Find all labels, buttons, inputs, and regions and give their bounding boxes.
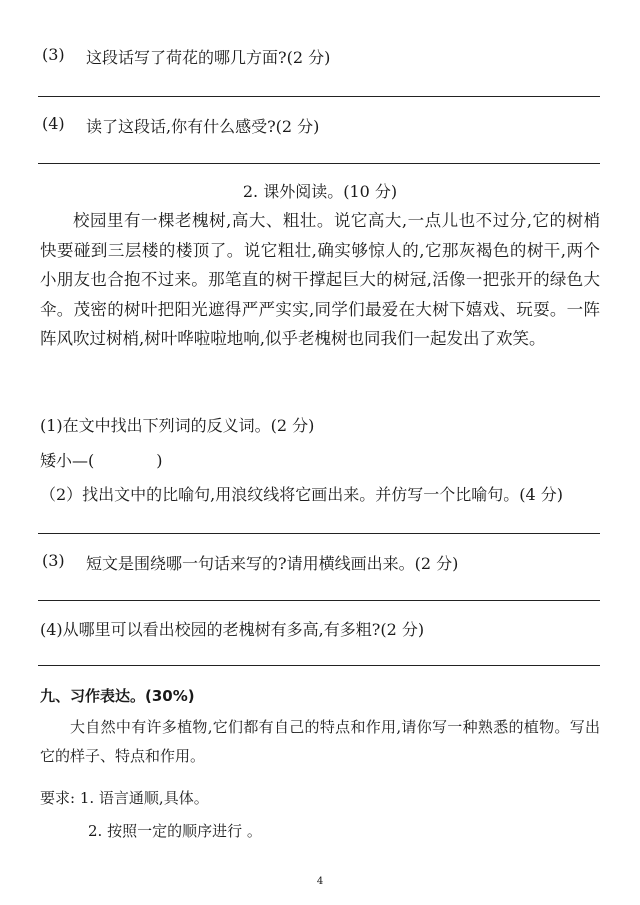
question-4-text: 读了这段话,你有什么感受?(2 分) — [86, 117, 320, 136]
reading-question-3-text: 短文是围绕哪一句话来写的?请用横线画出来。(2 分) — [86, 554, 459, 573]
antonym-item-left: 矮小—( — [40, 451, 95, 470]
question-4-number: (4) — [42, 114, 65, 133]
reading-question-4: (4)从哪里可以看出校园的老槐树有多高,有多粗?(2 分) — [40, 620, 425, 639]
reading-passage: 校园里有一棵老槐树,高大、粗壮。说它高大,一点儿也不过分,它的树梢快要碰到三层楼的楼顶了。说它粗壮,确实够惊人的,它那灰褐色的树干,两个小朋友也合抱不过来。那笔直的树干撑起巨大的树冠,活像一把张开的绿色大伞。茂密的树叶把阳光遮得严严实实,同学们最爱在大树下嬉戏、玩耍。一阵阵风吹过树梢,树叶哗啦啦地响,似乎老槐树也同我们一起发出了欢笑。 — [40, 211, 600, 348]
answer-line-r4 — [38, 665, 600, 666]
reading-question-1: (1)在文中找出下列词的反义词。(2 分) — [40, 416, 315, 435]
page-number: 4 — [316, 876, 324, 887]
requirements — [40, 787, 209, 808]
section-9-title: 九、习作表达。(30%) — [40, 687, 195, 705]
answer-line-r3 — [38, 600, 600, 601]
requirements-label: 要求: — [40, 789, 76, 807]
question-3-number: (3) — [42, 45, 65, 64]
antonym-item — [40, 448, 163, 471]
requirement-1: 1. 语言通顺,具体。 — [79, 789, 209, 807]
answer-line-r2 — [38, 533, 600, 534]
requirement-2: 2. 按照一定的顺序进行 。 — [88, 822, 262, 840]
reading-title: 2. 课外阅读。(10 分) — [242, 182, 398, 201]
antonym-item-right: ) — [156, 451, 163, 470]
reading-question-2: （2）找出文中的比喻句,用浪纹线将它画出来。并仿写一个比喻句。(4 分) — [40, 485, 564, 504]
question-3-text: 这段话写了荷花的哪几方面?(2 分) — [86, 48, 331, 67]
section-9-prompt: 大自然中有许多植物,它们都有自己的特点和作用,请你写一种熟悉的植物。写出它的样子、特点和作用。 — [40, 718, 600, 765]
answer-line-4 — [38, 163, 600, 164]
answer-line-3 — [38, 96, 600, 97]
reading-question-3-number: (3) — [42, 551, 65, 570]
